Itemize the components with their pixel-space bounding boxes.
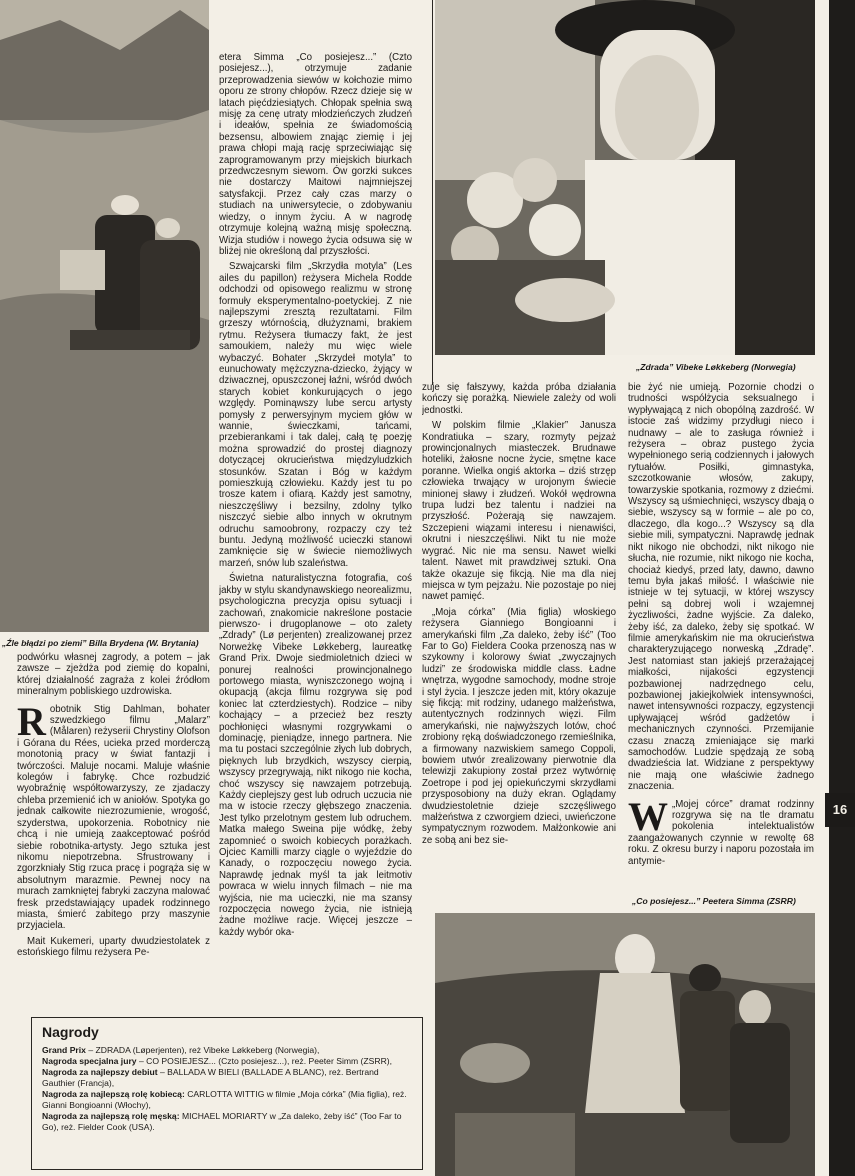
award-text: – CO POSIEJESZ... (Czto posiejesz...), reż. Peeter Simm (ZSRR), (136, 1056, 393, 1066)
photo3-caption: „Co posiejesz...” Peetera Simma (ZSRR) (632, 896, 796, 906)
paragraph: podwórku własnej zagrody, a potem – jak zawsze – zjeżdża pod ziemię do kopalni, której działalność zagraża z kolei źródłom mineralnym pobliskiego uzdrowiska. (17, 652, 210, 698)
page-number: 16 (825, 793, 855, 827)
paragraph-text: „Mojej córce” dramat rodzinny rozgrywa się na tle dramatu pokolenia intelektualistów zaangażowanych czynnie w rewoltę 68 roku. Z okresu burzy i naporu pozostała im antymie- (628, 798, 814, 867)
paragraph: Mait Kukemeri, uparty dwudziestolatek z estońskiego filmu reżysera Pe- (17, 935, 210, 959)
paragraph: Szwajcarski film „Skrzydła motyla” (Les ailes du papillon) reżysera Michela Rodde odchodzi od opisowego realizmu w stronę formuły eksperymentalno-poetyckiej. Z nie najlepszymi zresztą rezultatami. Film grzeszy wtórnością, dłużyznami, brakiem rytmu. Reżysera tłumaczy fakt, że jest samoukiem, należy mu więc wiele wybaczyć. Bohater „Skrzydeł motyla” to eunuchowaty mężczyzna-dziecko, żyjący w dziwacznej, opuszczonej łaźni, wśród dwóch starych kobiet konkurujących o jego względy. Pominąwszy lube sercu artysty pomysły z perwersyjnym myciem głów w wannie, świeczkami, tańcami, przebierankami i tak dalej, całą tę poezję można sprowadzić do prostej diagnozy dotyczącej okrucieństwa międzyludzkich stosunków. Szatan i Bóg w każdym pomieszkują człowieku. Każdy jest tu po trosze katem i ofiarą. Każdy jest samotny, nieszczęśliwy i bezsilny, zdolny tylko niszczyć siebie albo innych w okrutnym odruchu samoobrony, rozpaczy czy też buntu. Jedyną możliwość ucieczki stanowi zamknięcie się w świecie niemożliwych marzeń, snów lub szaleństwa. (219, 261, 412, 569)
paragraph: „Moja córka” (Mia figlia) włoskiego reżysera Gianniego Bongioanni i amerykański film „Za daleko, żeby iść” (Too Far to Go) Fieldera Cooka przenoszą nas w szykowny i kolorowy świat „zwyczajnych ludzi” ze środowiska middle class. Ładne wnętrza, wygodne samochody, modne stroje i styl życia. I jeszcze jeden mit, który okazuje się fikcją: mit rodziny, udanego małżeństwa, autentycznych rodzinnych więzi. Film amerykański, nie najwyższych lotów, choć zrobiony ręką doświadczonego rzemieślnika, a firmowany nazwiskiem samego Coppoli, bowiem utwór zrealizowany pierwotnie dla telewizji zakupiony został przez wytwórnię Zoetrope i pod jej opiekuńczymi skrzydłami przysposobiony na duży ekran. Oglądamy dwudziestoletnie dzieje szczęśliwego małżeństwa z czworgiem dzieci, uwieńczone sympatycznym rozwodem. Małżonkowie ani ze sobą ani bez sie- (422, 606, 616, 846)
awards-heading: Nagrody (42, 1024, 99, 1040)
award-item (42, 1045, 412, 1056)
award-label: Nagroda za najlepszy debiut (42, 1067, 158, 1077)
photo-film-1 (0, 0, 209, 632)
award-text: – BALLADA W BIELI (BALLADE A BLANC), reż. Bertrand Gauthier (Francja), (42, 1067, 379, 1088)
award-item (42, 1111, 412, 1133)
paragraph: Świetna naturalistyczna fotografia, coś jakby w stylu skandynawskiego neorealizmu, psychologiczna precyzja opisu sytuacji i zachowań, znakomicie nakreślone postacie pierwszo- i drugoplanowe – oto zalety „Zdrady” (Lø perjenten) zrealizowanej przez Norweżkę Vibeke Løkkeberg, laureatkę Grand Prix. Dwoje siedmioletnich dzieci w ponurej realności prowincjonalnego portowego miasta, wyniszczonego wojną i okupacją (akcja filmu rozgrywa się pod koniec lat czterdziestych). Rodzice – niby kochający – a przecież bez reszty pochłonięci własnymi rozgrywkami o dominację, pieniądze, innego partnera. Nie ma tu postaci szczególnie złych lub dobrych, pięknych lub brzydkich, wszyscy cierpią, wszyscy przegrywają, nikt nikogo nie kocha, choć wszyscy się nawzajem potrzebują. Każdy cieplejszy gest lub odruch uczucia nie ma w istocie rzeczy głębszego znaczenia. Jest tylko przelotnym gestem lub odruchem. Matka małego Sweina pije wódkę, żeby zapomnieć o swoich kobiecych porażkach. Ojciec Kamilli marzy ciągle o wyjeździe do Kanady, o rozpoczęciu nowego życia. Naprawdę jednak myśl ta jak leitmotiv powraca w wielu innych filmach – nie ma wyjścia, nie ma ucieczki, nie ma szansy rozpoczęcia nowego życia, nie istnieją żadne możliwe racje. Więcej jeszcze – każdy wybór oka- (219, 573, 412, 938)
award-label: Nagroda za najlepszą rolę kobiecą: (42, 1089, 185, 1099)
drop-cap: W (628, 793, 668, 839)
photo-woman-veil-flowers (435, 0, 815, 355)
paragraph: bie żyć nie umieją. Pozornie chodzi o trudności współżycia seksualnego i wypływającą z nich obopólną zazdrość. W istocie zaś widzimy przydługi nieco i nudnawy – ale to zasługa również i reżysera – obraz pustego życia wypełnionego serią codziennych i jałowych rytuałów. Posiłki, gimnastyka, szczotkowanie włosów, zakupy, towarzyskie spotkania, rozmowy z dziećmi. Wszyscy są uśmiechnięci, wszyscy dbają o siebie, wszyscy są w formie – ale po co, dlaczego, dla kogo...? Wszyscy są dla siebie mili, sympatyczni. Naprawdę jednak nikt nikogo nie obchodzi, nikt nikogo nie słucha, nie rozumie, nikt nikogo nie kocha, chociaż kiedyś, przed laty, dawno, dawno temu była jakaś miłość. I właściwie nie istnieje w tej sytuacji, w której wszyscy pełni są dobrej woli i wzajemnej życzliwości, żadne wyjście. Za daleko, żeby iść, za daleko, żeby się spotkać. W filmie amerykańskim nie ma okrucieństwa charakteryzującego norweską „Zdradę”. Jest natomiast stan jakiejś przerażającej miałkości, nijakości egzystencji pozbawionej nadrzędnego celu, pozbawionej jakiejkolwiek intensywności, nawet intensywności rozpaczy, egzystencji upływającej wśród gadżetów i mechanicznych czynności. Przemijanie czasu znaczą zmieniające się marki samochodów. Ludzie spędzają ze sobą dwadzieścia lat. Widziane z perspektywy nie mają one właściwie żadnego znaczenia. (628, 382, 814, 793)
photo2-caption: „Zdrada” Vibeke Løkkeberg (Norwegia) (636, 362, 796, 372)
award-item (42, 1067, 412, 1089)
paragraph: W polskim filmie „Klakier” Janusza Kondratiuka – szary, rozmyty pejzaż prowincjonalnych miasteczek. Brudnawe hoteliki, żałosne nocne życie, smętne kace poranne. Wielka ongiś aktorka – dziś strzęp człowieka trwający w urojonym świecie minionej sławy i złudzeń. Wokół wędrowna trupa ludzi bez talentu i nadziei na przyszłość. Pożerają się nawzajem. Szczepieni wiązami interesu i nienawiści, okrutni i nieszczęśliwi. Nikt tu nie może wygrać. Nic nie ma sensu. Nawet wielki talent. Nawet mit prawdziwej sztuki. Ona także okazuje się fikcją. Nie ma dla niej miejsca w tym pejzażu. Nie pozostaje po niej nawet pamięć. (422, 420, 616, 603)
photo-film-3 (435, 913, 815, 1176)
article-column-3 (422, 382, 616, 882)
paragraph: zuje się fałszywy, każda próba działania kończy się porażką. Niewiele zależy od woli jednostki. (422, 382, 616, 416)
drop-cap: R (17, 698, 46, 744)
photo1-caption: „Źle błądzi po ziemi” Billa Brydena (W. Brytania) (2, 638, 199, 648)
award-item (42, 1089, 412, 1111)
paragraph-dropcap (17, 698, 210, 932)
paragraph: etera Simma „Co posiejesz...” (Czto posiejesz...), otrzymuje zadanie przeprowadzenia siewów w kołchozie mimo oporu ze strony chłopów. Rzecz dzieje się w latach pięćdziesiątych. Chłopak spełnia swą misję za cenę utraty młodzieńczych złudzeń i ideałów, spełnia ze świadomością bezsensu, albowiem znając ziemię i jej prawa chłopi mają rację sprzeciwiając się zaprogramowanym przy miejskich biurkach przedwczesnym siewom. Ów gorzki sukces nie dostarczy Maitowi najmniejszej satysfakcji. Przez cały czas marzy o studiach na uniwersytecie, o zdobywaniu wiedzy, o innym życiu. A w nagrodę otrzymuje kolejną ważną misję społeczną. Wizja studiów i nowego życia odsuwa się w bliżej nie określoną dal przyszłości. (219, 52, 412, 257)
award-text: – ZDRADA (Løperjenten), reż Vibeke Løkkeberg (Norwegia), (85, 1045, 320, 1055)
paragraph-text: obotnik Stig Dahlman, bohater szwedzkiego filmu „Malarz” (Målaren) reżyserii Chrystiny Olofson i Górana du Rées, ucieka przed morderczą monotonią pracy w świat fantazji i twórczości. Maluje nocami. Maluje właśnie kolegów i fabrykę. Chce rozbudzić wyobraźnię współtowarzyszy, ze zjadaczy chleba przemienić ich w aniołów. Spotyka go jednak całkowite niezrozumienie, wrogość, szyderstwa, upokorzenia. Robotnicy nie chcą i nie umieją zaakceptować pośród siebie robotnika-artysty. Jego sztuka jest nikomu niepotrzebna. Sfrustrowany i zgorzkniały Stig rzuca pracę i pogrąża się w absolutnym marazmie. Pewnej nocy na murach zamkniętej fabryki zaczyna malować fresk przedstawiający upadek rodzinnego miasta, śmierć zabitego przy maszynie przyjaciela. (17, 703, 210, 932)
edge-strip (829, 0, 855, 1176)
column-rule (432, 0, 433, 385)
photo-field-workers (435, 913, 815, 1176)
paragraph-dropcap (628, 793, 814, 867)
award-text: CARLOTTA WITTIG w filmie „Moja córka” (Mia figlia), reż. Gianni Bongioanni (Włochy), (42, 1089, 407, 1110)
award-item (42, 1056, 412, 1067)
award-label: Nagroda specjalna jury (42, 1056, 137, 1066)
award-label: Nagroda za najlepszą rolę męską: (42, 1111, 180, 1121)
article-column-4 (628, 382, 814, 882)
article-column-2 (219, 52, 412, 1007)
photo-field-elderly-men (0, 0, 209, 632)
article-column-1 (17, 652, 210, 1007)
award-text: MICHAEL MORIARTY w „Za daleko, żeby iść” (Too Far to Go), reż. Fielder Cook (USA). (42, 1111, 402, 1132)
photo-film-2 (435, 0, 815, 355)
award-label: Grand Prix (42, 1045, 86, 1055)
awards-box (31, 1017, 423, 1170)
